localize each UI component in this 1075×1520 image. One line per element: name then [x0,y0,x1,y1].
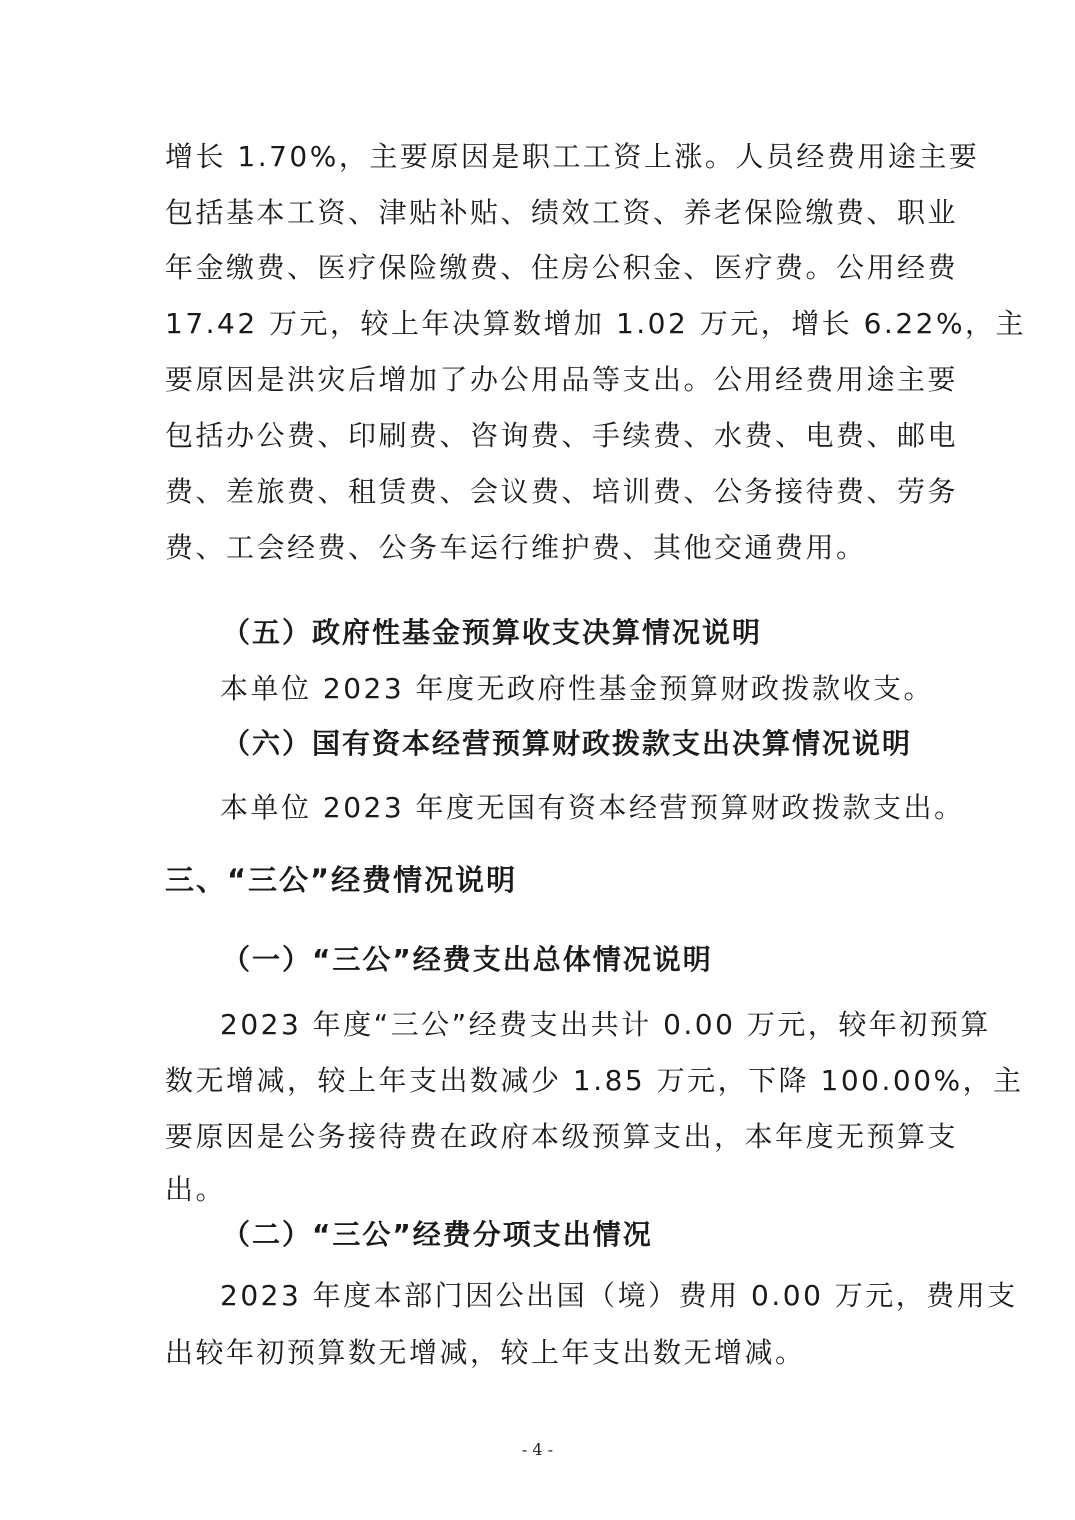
body-line: 17.42 万元，较上年决算数增加 1.02 万元，增长 6.22%，主 [165,307,1027,340]
body-line: 包括基本工资、津贴补贴、绩效工资、养老保险缴费、职业 [165,196,959,229]
body-line: 出较年初预算数无增减，较上年支出数无增减。 [165,1336,806,1369]
section-heading: （一）“三公”经费支出总体情况说明 [222,943,713,976]
body-line: 增长 1.70%，主要原因是职工工资上涨。人员经费用途主要 [165,140,980,173]
section-heading: （六）国有资本经营预算财政拨款支出决算情况说明 [222,727,913,760]
chapter-heading: 三、“三公”经费情况说明 [165,863,518,897]
section-heading: （五）政府性基金预算收支决算情况说明 [222,616,763,649]
body-line: 费、工会经费、公务车运行维护费、其他交通费用。 [165,531,867,564]
page-number: - 4 - [521,1440,554,1459]
body-line: 包括办公费、印刷费、咨询费、手续费、水费、电费、邮电 [165,419,959,452]
section-heading: （二）“三公”经费分项支出情况 [222,1218,653,1251]
body-line: 本单位 2023 年度无政府性基金预算财政拨款收支。 [220,672,935,705]
body-line: 费、差旅费、租赁费、会议费、培训费、公务接待费、劳务 [165,475,959,508]
body-line: 数无增减，较上年支出数减少 1.85 万元，下降 100.00%，主 [165,1064,1024,1097]
body-line: 2023 年度本部门因公出国（境）费用 0.00 万元，费用支 [220,1279,1018,1312]
body-line: 要原因是洪灾后增加了办公用品等支出。公用经费用途主要 [165,363,959,396]
body-line: 本单位 2023 年度无国有资本经营预算财政拨款支出。 [220,791,965,824]
body-line: 2023 年度“三公”经费支出共计 0.00 万元，较年初预算 [220,1008,991,1041]
body-line: 年金缴费、医疗保险缴费、住房公积金、医疗费。公用经费 [165,251,959,284]
body-line: 出。 [165,1173,227,1206]
body-line: 要原因是公务接待费在政府本级预算支出，本年度无预算支 [165,1120,959,1153]
